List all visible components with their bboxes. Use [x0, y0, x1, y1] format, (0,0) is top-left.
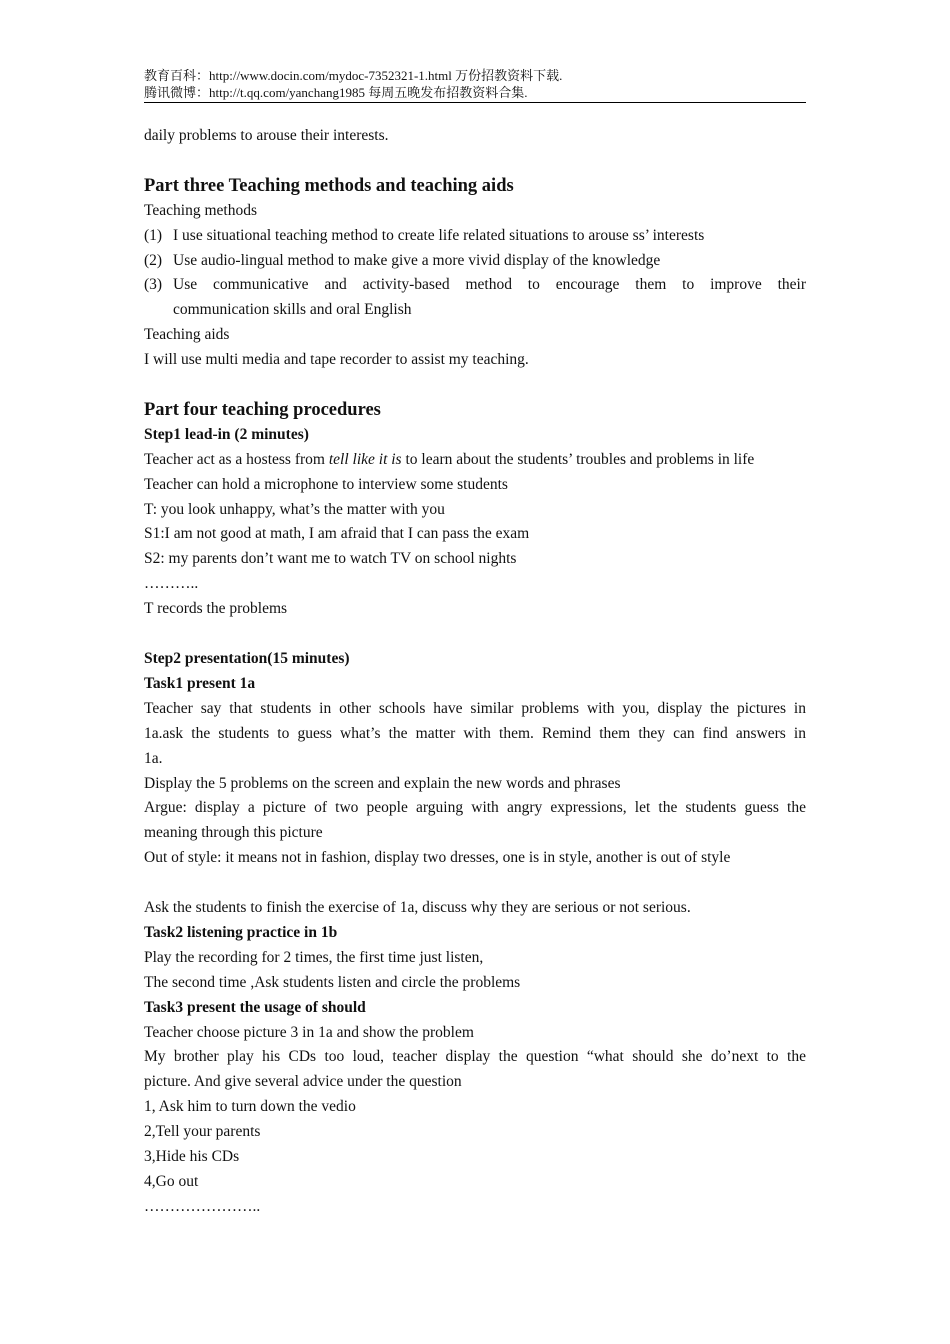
method-num: (1)	[144, 226, 163, 244]
aids-text: I will use multi media and tape recorder to assist my teaching.	[144, 351, 529, 369]
task1-line-4: Out of style: it means not in fashion, display two dresses, one is in style, another is out of style	[144, 849, 731, 867]
step1-line-5: S2: my parents don’t want me to watch TV on school nights	[144, 550, 517, 568]
task2-line-2: The second time ,Ask students listen and circle the problems	[144, 973, 521, 991]
task2-line-1: Play the recording for 2 times, the first time just listen,	[144, 948, 484, 966]
task3-para2-line-a: My brother play his CDs too loud, teacher display the question “what should she do’next to the	[144, 1048, 806, 1066]
method-text: I use situational teaching method to create life related situations to arouse ss’ interests	[173, 226, 705, 244]
advice-item-2: 2,Tell your parents	[144, 1123, 261, 1141]
task3-title: Task3 present the usage of should	[144, 998, 366, 1016]
method-num: (2)	[144, 251, 163, 269]
task3-line-1: Teacher choose picture 3 in 1a and show the problem	[144, 1023, 474, 1041]
task1-line-2: Display the 5 problems on the screen and explain the new words and phrases	[144, 774, 621, 792]
aids-label: Teaching aids	[144, 326, 230, 344]
task1-para3-line-b: meaning through this picture	[144, 824, 323, 842]
step1-line-7: T records the problems	[144, 600, 288, 618]
task1-para1-line-a: Teacher say that students in other schools have similar problems with you, display the pictures in	[144, 699, 806, 717]
method-text: Use audio-lingual method to make give a more vivid display of the knowledge	[173, 251, 661, 269]
advice-ellipsis: …………………..	[144, 1197, 261, 1215]
method-item-2	[144, 249, 806, 274]
method-item-1	[144, 224, 806, 249]
part3-heading: Part three Teaching methods and teaching aids	[144, 175, 514, 196]
step2-title: Step2 presentation(15 minutes)	[144, 649, 350, 667]
advice-item-1: 1, Ask him to turn down the vedio	[144, 1098, 356, 1116]
task1-para1-line-c: 1a.	[144, 749, 163, 767]
advice-item-3: 3,Hide his CDs	[144, 1148, 240, 1166]
part4-heading: Part four teaching procedures	[144, 399, 381, 420]
methods-label: Teaching methods	[144, 201, 257, 219]
task1-title: Task1 present 1a	[144, 674, 256, 692]
header-line-docin: 教育百科：http://www.docin.com/mydoc-7352321-1.html 万份招教资料下载.	[144, 68, 563, 83]
advice-item-4: 4,Go out	[144, 1173, 199, 1190]
method-item-3	[144, 273, 806, 323]
step1-line-6: ………..	[144, 575, 199, 593]
step1-title: Step1 lead-in (2 minutes)	[144, 425, 309, 443]
show-title: tell like it is	[328, 450, 402, 468]
task1-para3-line-a: Argue: display a picture of two people arguing with angry expressions, let the students guess the	[144, 799, 806, 817]
intro-line: daily problems to arouse their interests.	[144, 127, 389, 144]
task1-line-5: Ask the students to finish the exercise of 1a, discuss why they are serious or not serious.	[144, 899, 691, 917]
method-num: (3)	[144, 276, 163, 294]
header-line-weibo: 腾讯微博：http://t.qq.com/yanchang1985 每周五晚发布招教资料合集.	[144, 85, 528, 100]
task2-title: Task2 listening practice in 1b	[144, 923, 338, 941]
step1-line-4: S1:I am not good at math, I am afraid that I can pass the exam	[144, 525, 530, 543]
method-text: Use communicative and activity-based method to encourage them to improve their communication skills and oral English	[173, 276, 806, 319]
document-body	[144, 124, 806, 1220]
step1-line-1: Teacher act as a hostess from tell like it is to learn about the students’ troubles and problems in life	[144, 450, 755, 468]
task3-para2-line-b: picture. And give several advice under the question	[144, 1073, 462, 1091]
step1-line-2: Teacher can hold a microphone to interview some students	[144, 475, 508, 493]
task1-para1-line-b: 1a.ask the students to guess what’s the matter with them. Remind them they can find answers in	[144, 724, 806, 742]
step1-line-3: T: you look unhappy, what’s the matter with you	[144, 500, 445, 518]
page-header	[144, 67, 806, 103]
